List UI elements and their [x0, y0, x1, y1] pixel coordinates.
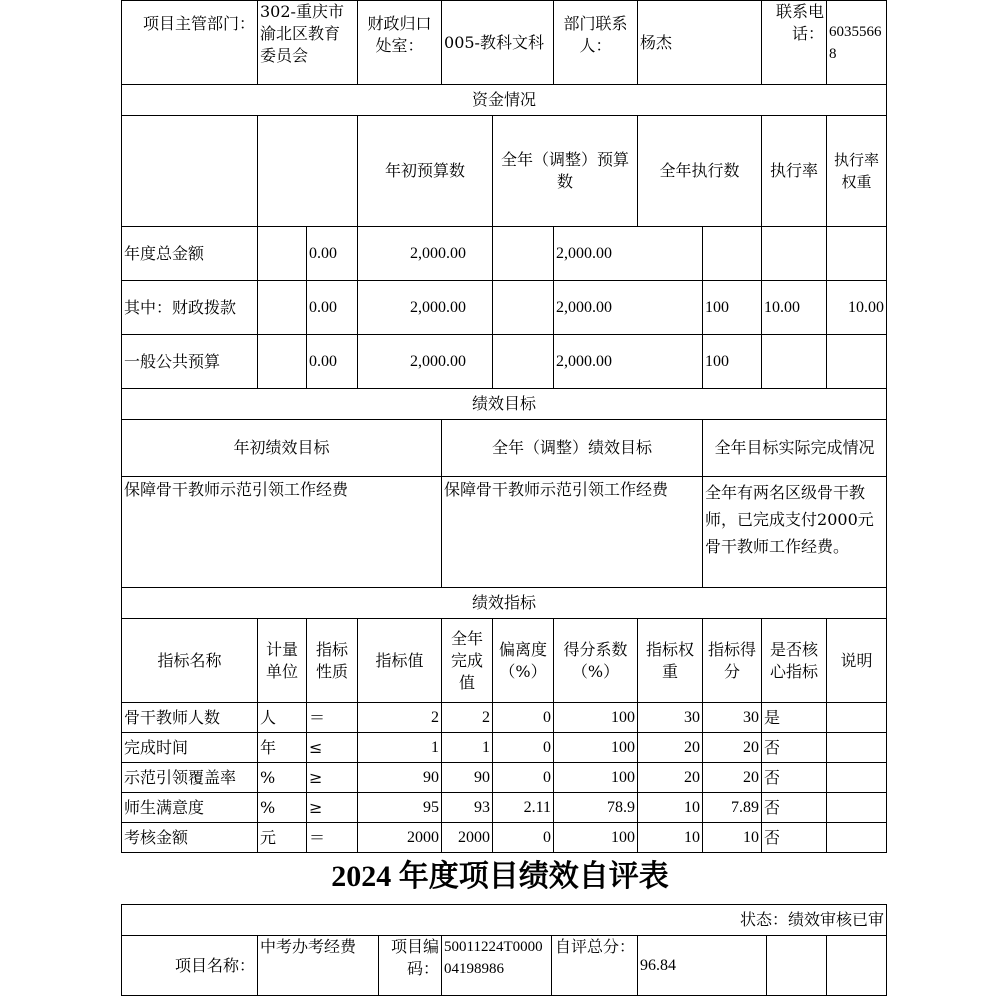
- blank-cell: [767, 936, 827, 996]
- ind-nature: ≥: [307, 763, 358, 793]
- ind-dev: 0: [493, 763, 554, 793]
- phone-value: 60355668: [827, 1, 887, 85]
- ind-score: 7.89: [703, 793, 762, 823]
- ind-note: [827, 823, 887, 853]
- ind-nature: ＝: [307, 703, 358, 733]
- goals-section-title: 绩效目标: [122, 389, 887, 420]
- funds-row-initial: 0.00: [307, 227, 358, 281]
- funds-cell-blank: [493, 227, 554, 281]
- funds-row-name: 年度总金额: [122, 227, 258, 281]
- ind-weight: 10: [638, 793, 703, 823]
- funds-row-executed: 2,000.00: [554, 335, 703, 389]
- ind-dev: 0: [493, 703, 554, 733]
- funds-row-adjusted: 2,000.00: [358, 227, 493, 281]
- indicator-row: [122, 823, 887, 853]
- funds-row-name: 一般公共预算: [122, 335, 258, 389]
- ind-core: 否: [762, 763, 827, 793]
- funds-header-blank: [122, 116, 258, 227]
- ind-coef: 100: [554, 763, 638, 793]
- project-code-value: 50011224T000004198986: [442, 936, 552, 996]
- contact-label: 部门联系人：: [554, 1, 638, 85]
- ind-core: 否: [762, 823, 827, 853]
- funds-row-score: [827, 227, 887, 281]
- project-name-label: 项目名称：: [122, 936, 258, 996]
- ind-col-nature: 指标性质: [307, 619, 358, 703]
- indicator-row: [122, 763, 887, 793]
- ind-col-done: 全年完成值: [442, 619, 493, 703]
- blank-cell: [827, 936, 887, 996]
- ind-core: 否: [762, 793, 827, 823]
- ind-unit: %: [258, 763, 307, 793]
- ind-weight: 10: [638, 823, 703, 853]
- project-code-label: 项目编码：: [379, 936, 442, 996]
- funds-row-score: [827, 335, 887, 389]
- funds-cell-blank: [258, 335, 307, 389]
- funds-row-rate: [703, 227, 762, 281]
- funds-col-adjusted: 全年（调整）预算数: [493, 116, 638, 227]
- performance-table: [121, 0, 887, 853]
- funds-row-name: 其中：财政拨款: [122, 281, 258, 335]
- ind-name: 考核金额: [122, 823, 258, 853]
- ind-note: [827, 733, 887, 763]
- ind-done: 1: [442, 733, 493, 763]
- ind-col-coef: 得分系数（%）: [554, 619, 638, 703]
- finance-value: 005-教科文科: [442, 1, 554, 85]
- status-text: 状态：绩效审核已审: [122, 905, 887, 936]
- ind-coef: 100: [554, 703, 638, 733]
- goals-actual: 全年有两名区级骨干教师，已完成支付2000元骨干教师工作经费。: [703, 477, 887, 588]
- ind-coef: 100: [554, 733, 638, 763]
- funds-row-initial: 0.00: [307, 335, 358, 389]
- funds-cell-blank: [493, 335, 554, 389]
- ind-note: [827, 793, 887, 823]
- ind-score: 20: [703, 733, 762, 763]
- funds-row-rate: 100: [703, 335, 762, 389]
- ind-note: [827, 763, 887, 793]
- ind-col-value: 指标值: [358, 619, 442, 703]
- dept-label: 项目主管部门：: [122, 1, 258, 85]
- ind-value: 90: [358, 763, 442, 793]
- ind-score: 30: [703, 703, 762, 733]
- funds-col-executed: 全年执行数: [638, 116, 762, 227]
- goals-col-adjusted: 全年（调整）绩效目标: [442, 420, 703, 477]
- ind-score: 10: [703, 823, 762, 853]
- ind-unit: 人: [258, 703, 307, 733]
- funds-row-rate: 100: [703, 281, 762, 335]
- ind-unit: %: [258, 793, 307, 823]
- funds-row-weight: [762, 335, 827, 389]
- ind-name: 骨干教师人数: [122, 703, 258, 733]
- funds-cell-blank: [258, 281, 307, 335]
- self-score-label: 自评总分：: [552, 936, 638, 996]
- ind-dev: 2.11: [493, 793, 554, 823]
- ind-coef: 100: [554, 823, 638, 853]
- funds-section-title: 资金情况: [122, 85, 887, 116]
- ind-nature: ＝: [307, 823, 358, 853]
- indicator-row: [122, 703, 887, 733]
- ind-col-name: 指标名称: [122, 619, 258, 703]
- funds-col-initial: 年初预算数: [358, 116, 493, 227]
- funds-col-rate: 执行率: [762, 116, 827, 227]
- self-score-value: 96.84: [638, 936, 767, 996]
- funds-row-executed: 2,000.00: [554, 227, 703, 281]
- funds-cell-blank: [258, 227, 307, 281]
- ind-col-note: 说明: [827, 619, 887, 703]
- ind-col-dev: 偏离度（%）: [493, 619, 554, 703]
- funds-row-adjusted: 2,000.00: [358, 281, 493, 335]
- ind-core: 否: [762, 733, 827, 763]
- funds-row: [122, 227, 887, 281]
- goals-col-initial: 年初绩效目标: [122, 420, 442, 477]
- funds-row: [122, 281, 887, 335]
- ind-value: 1: [358, 733, 442, 763]
- funds-cell-blank: [493, 281, 554, 335]
- finance-label: 财政归口处室：: [358, 1, 442, 85]
- funds-row: [122, 335, 887, 389]
- ind-done: 2000: [442, 823, 493, 853]
- funds-row-adjusted: 2,000.00: [358, 335, 493, 389]
- ind-coef: 78.9: [554, 793, 638, 823]
- ind-name: 示范引领覆盖率: [122, 763, 258, 793]
- ind-value: 95: [358, 793, 442, 823]
- phone-label: 联系电话：: [762, 1, 827, 85]
- funds-row-executed: 2,000.00: [554, 281, 703, 335]
- funds-row-score: 10.00: [827, 281, 887, 335]
- goals-col-actual: 全年目标实际完成情况: [703, 420, 887, 477]
- ind-name: 师生满意度: [122, 793, 258, 823]
- dept-value: 302-重庆市渝北区教育委员会: [258, 1, 358, 85]
- ind-note: [827, 703, 887, 733]
- funds-row-weight: [762, 227, 827, 281]
- funds-header-blank-2: [258, 116, 358, 227]
- ind-done: 2: [442, 703, 493, 733]
- ind-weight: 20: [638, 733, 703, 763]
- ind-core: 是: [762, 703, 827, 733]
- ind-col-core: 是否核心指标: [762, 619, 827, 703]
- ind-dev: 0: [493, 733, 554, 763]
- form-title: 2024 年度项目绩效自评表: [331, 860, 669, 893]
- indicators-section-title: 绩效指标: [122, 588, 887, 619]
- indicator-row: [122, 793, 887, 823]
- ind-weight: 20: [638, 763, 703, 793]
- ind-name: 完成时间: [122, 733, 258, 763]
- ind-unit: 年: [258, 733, 307, 763]
- ind-done: 90: [442, 763, 493, 793]
- goals-adjusted: 保障骨干教师示范引领工作经费: [442, 477, 703, 588]
- funds-col-weight: 执行率权重: [827, 116, 887, 227]
- ind-nature: ≥: [307, 793, 358, 823]
- ind-col-weight: 指标权重: [638, 619, 703, 703]
- ind-dev: 0: [493, 823, 554, 853]
- ind-score: 20: [703, 763, 762, 793]
- ind-nature: ≤: [307, 733, 358, 763]
- ind-col-score: 指标得分: [703, 619, 762, 703]
- project-name-value: 中考办考经费: [258, 936, 379, 996]
- indicator-row: [122, 733, 887, 763]
- ind-value: 2000: [358, 823, 442, 853]
- ind-done: 93: [442, 793, 493, 823]
- ind-weight: 30: [638, 703, 703, 733]
- goals-initial: 保障骨干教师示范引领工作经费: [122, 477, 442, 588]
- second-form-table: [121, 904, 887, 996]
- ind-value: 2: [358, 703, 442, 733]
- ind-col-unit: 计量单位: [258, 619, 307, 703]
- funds-row-initial: 0.00: [307, 281, 358, 335]
- contact-value: 杨杰: [638, 1, 762, 85]
- funds-row-weight: 10.00: [762, 281, 827, 335]
- ind-unit: 元: [258, 823, 307, 853]
